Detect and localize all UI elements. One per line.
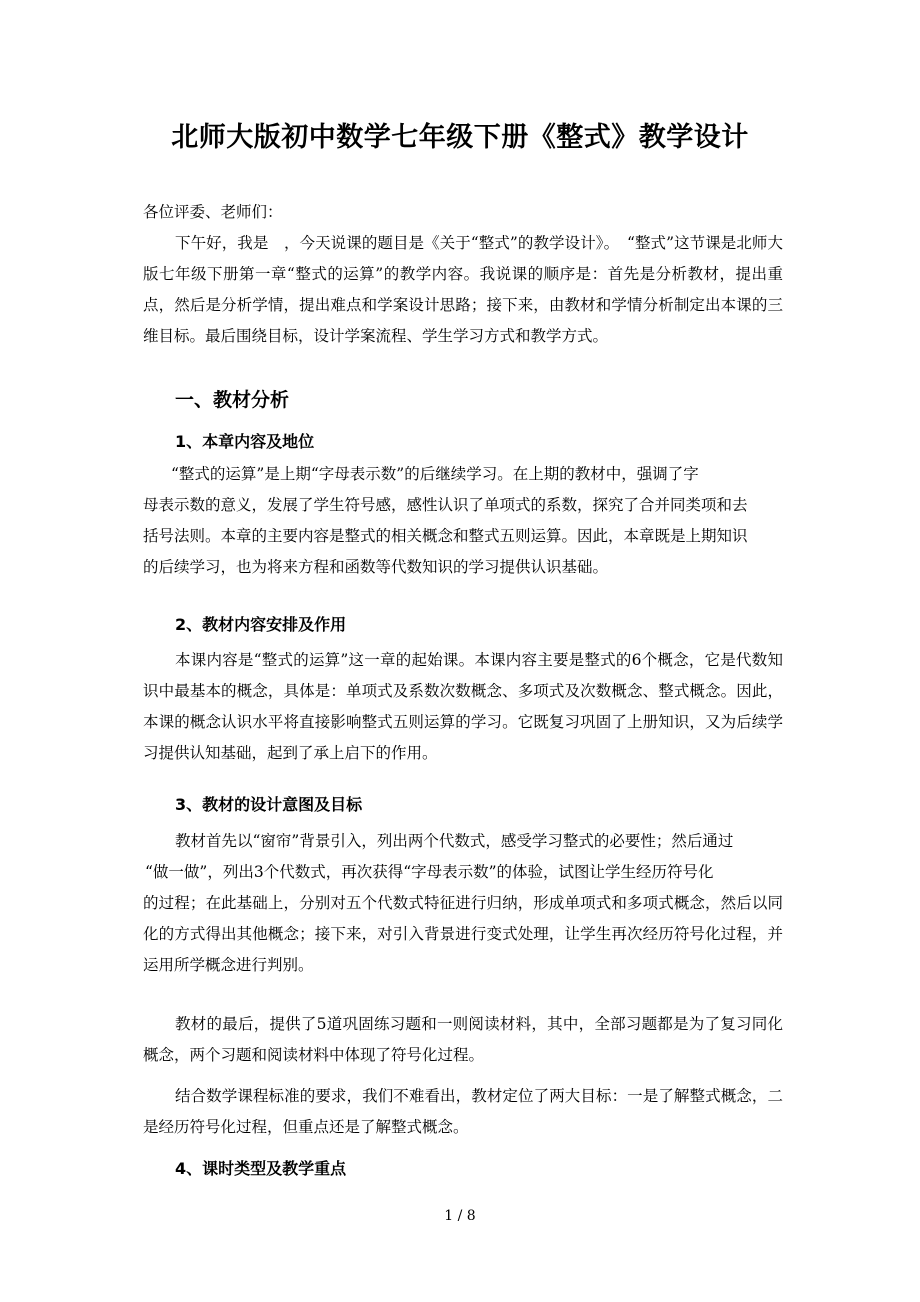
design-intent-paragraph-3: 结合数学课程标准的要求，我们不难看出，教材定位了两大目标：一是了解整式概念，二是经历符号化过程，但重点还是了解整式概念。 xyxy=(143,1087,783,1136)
subheading-chapter-content: 1、本章内容及地位 xyxy=(175,432,315,451)
section-heading-textbook-analysis: 一、教材分析 xyxy=(175,389,290,411)
subheading-design-intent: 3、教材的设计意图及目标 xyxy=(175,795,363,814)
paragraph-line: 教材首先以“窗帘”背景引入，列出两个代数式，感受学习整式的必要性；然后通过 xyxy=(175,832,734,850)
paragraph-line: 母表示数的意义，发展了学生符号感，感性认识了单项式的系数，探究了合并同类项和去 xyxy=(143,496,748,514)
document-title: 北师大版初中数学七年级下册《整式》教学设计 xyxy=(171,122,749,153)
intro-paragraph: 下午好，我是 ，今天说课的题目是《关于“整式”的教学设计》。 “整式”这节课是北师大版七年级下册第一章“整式的运算”的教学内容。我说课的顺序是：首先是分析教材，提出重点，然后是分析学情，提出难点和学案设计思路；接下来，由教材和学情分析制定出本课的三维目标。最后围绕目标，设计学案流程、学生学习方式和教学方式。 xyxy=(143,234,783,345)
chapter-content-paragraph xyxy=(143,459,783,583)
paragraph-line: 的后续学习，也为将来方程和函数等代数知识的学习提供认识基础。 xyxy=(143,558,609,576)
subheading-lesson-type: 4、课时类型及教学重点 xyxy=(175,1159,347,1178)
salutation: 各位评委、老师们： xyxy=(143,203,283,221)
paragraph-line: 括号法则。本章的主要内容是整式的相关概念和整式五则运算。因此，本章既是上期知识 xyxy=(143,527,748,545)
page-number: 1 / 8 xyxy=(444,1208,476,1224)
paragraph-line: 的过程；在此基础上，分别对五个代数式特征进行归纳，形成单项式和多项式概念，然后以同化的方式得出其他概念；接下来，对引入背景进行变式处理，让学生再次经历符号化过程，并运用所学概念进行判别。 xyxy=(143,894,783,974)
paragraph-line: “做一做”，列出3个代数式，再次获得“字母表示数”的体验，试图让学生经历符号化 xyxy=(145,863,714,881)
paragraph-line: “整式的运算”是上期“字母表示数”的后继续学习。在上期的教材中，强调了字 xyxy=(171,465,699,483)
subheading-content-arrangement: 2、教材内容安排及作用 xyxy=(175,615,347,634)
design-intent-paragraph-2: 教材的最后，提供了5道巩固练习题和一则阅读材料，其中，全部习题都是为了复习同化概念，两个习题和阅读材料中体现了符号化过程。 xyxy=(143,1015,783,1064)
content-arrangement-paragraph: 本课内容是“整式的运算”这一章的起始课。本课内容主要是整式的6个概念，它是代数知识中最基本的概念，具体是：单项式及系数次数概念、多项式及次数概念、整式概念。因此，本课的概念认识水平将直接影响整式五则运算的学习。它既复习巩固了上册知识，又为后续学习提供认知基础，起到了承上启下的作用。 xyxy=(143,651,783,762)
design-intent-paragraph-1 xyxy=(143,826,783,981)
